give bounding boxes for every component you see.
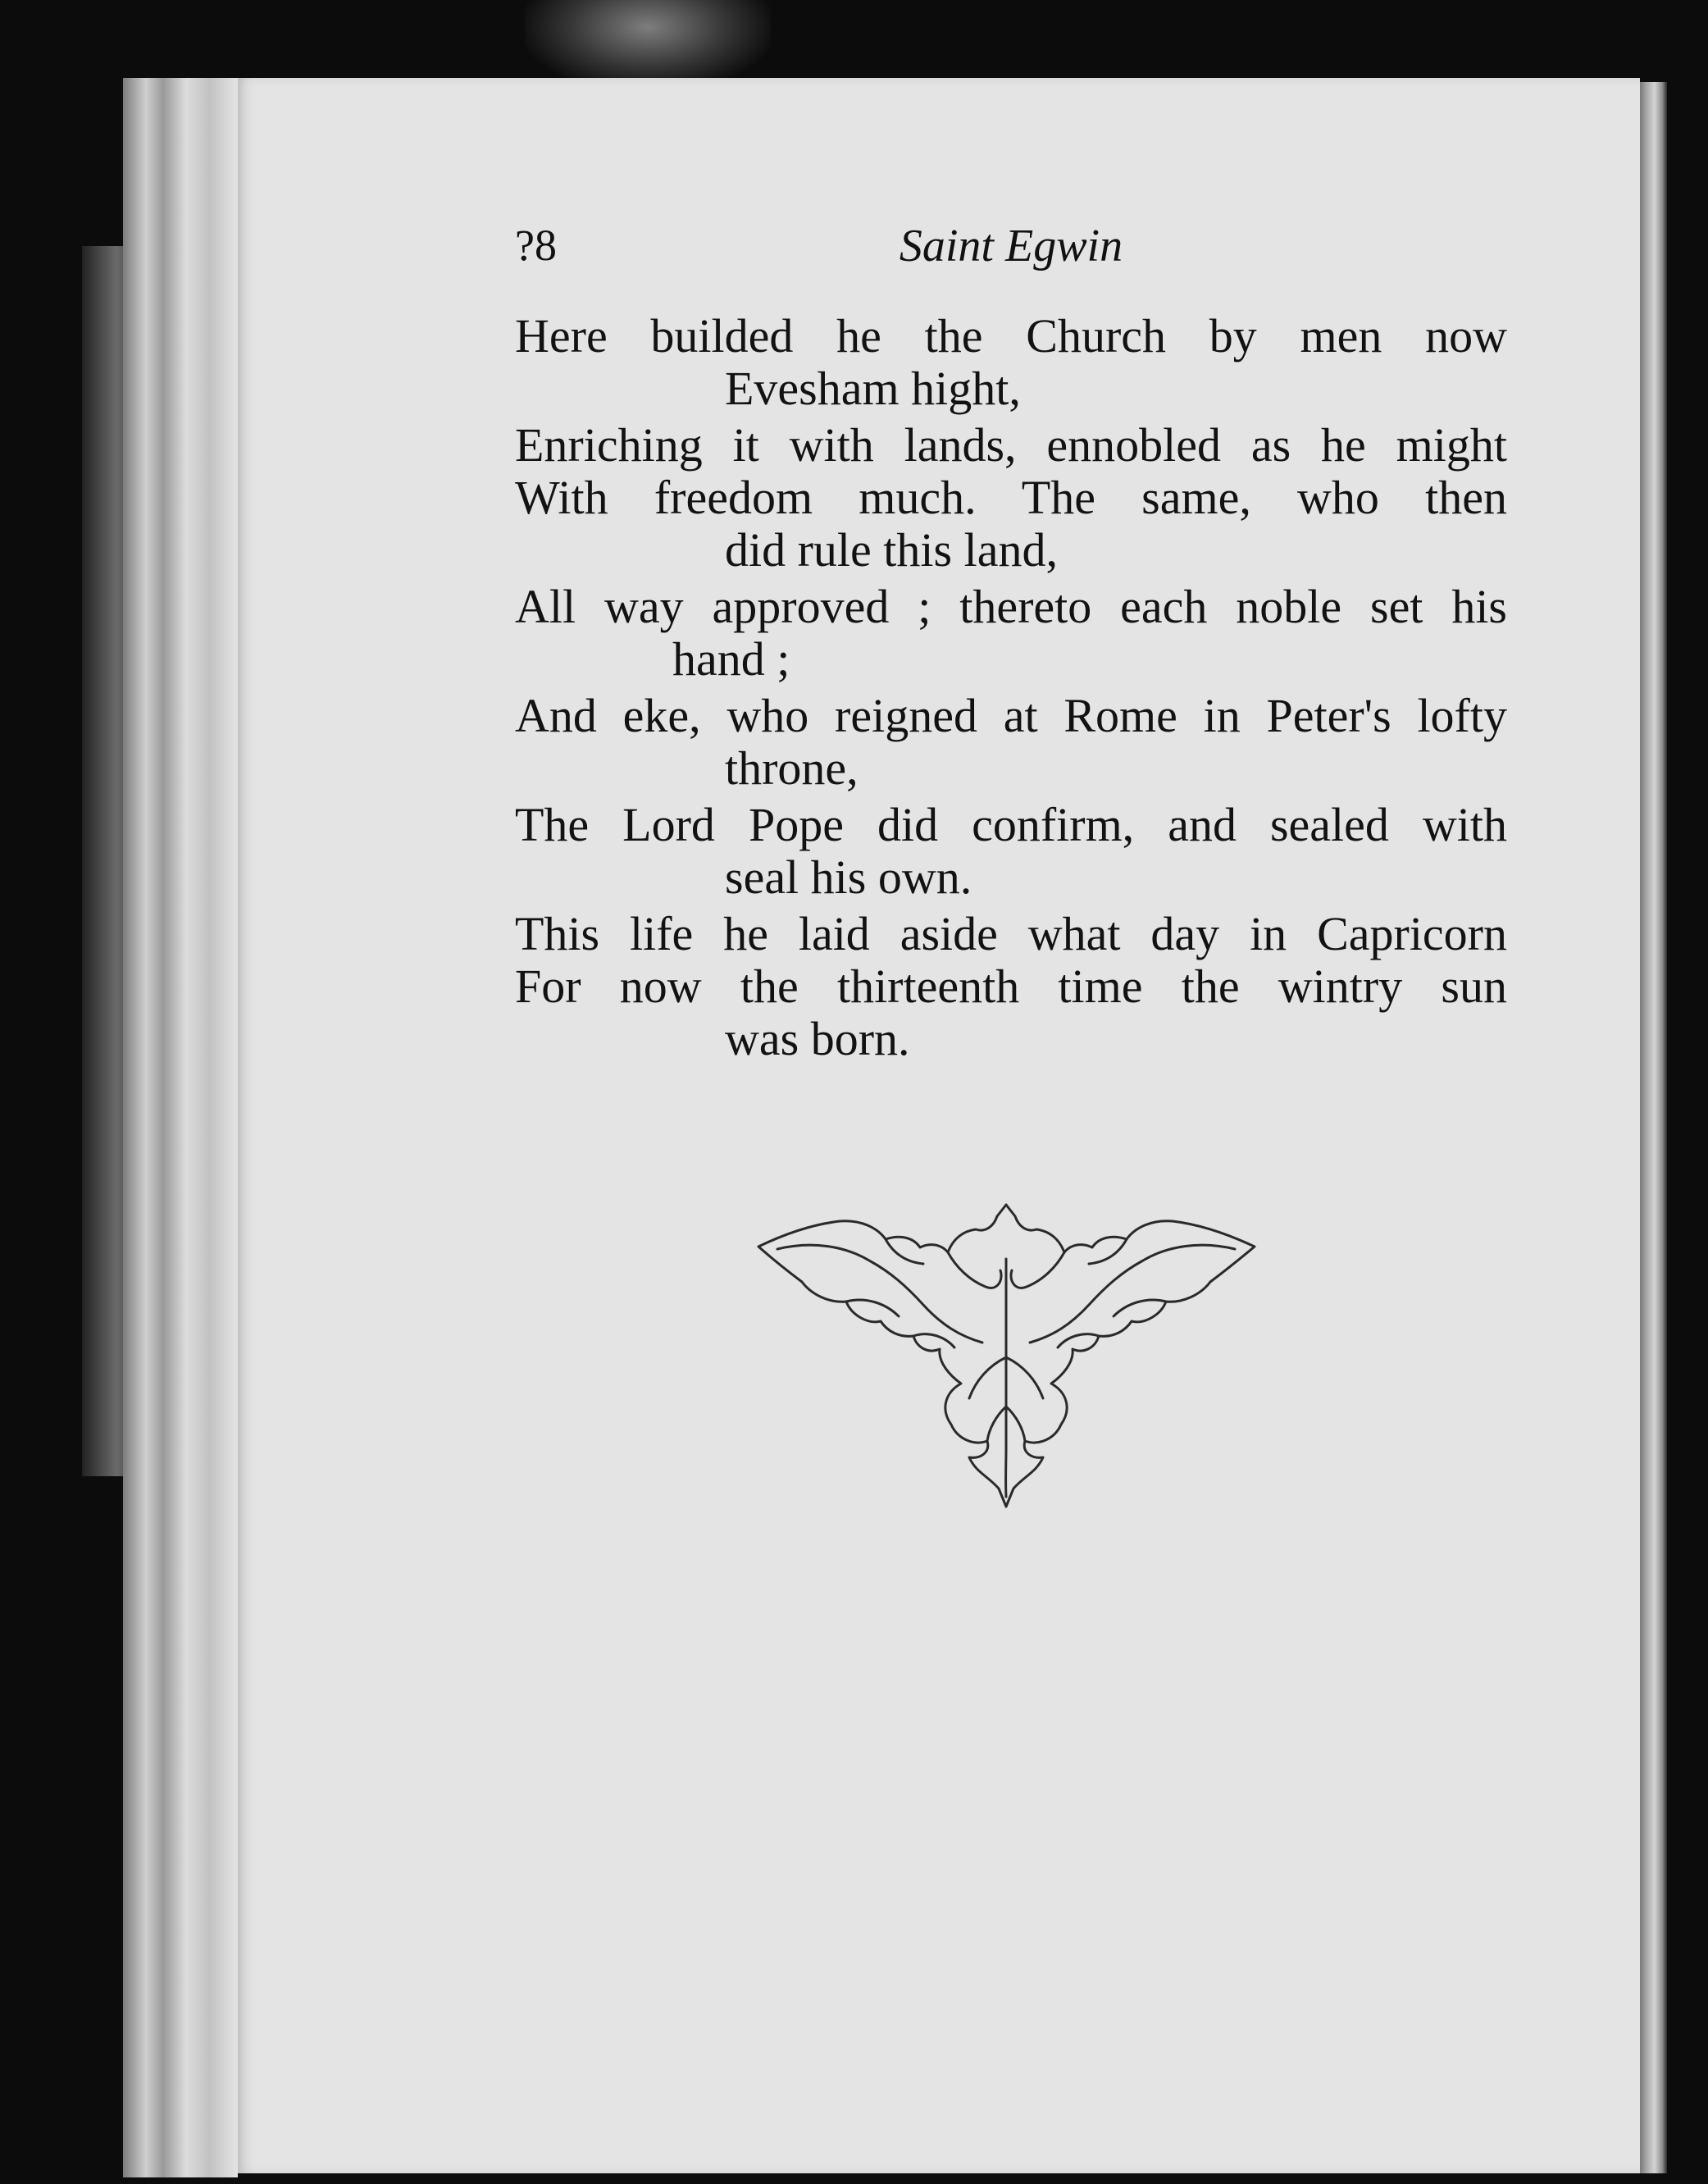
page-stack-left — [123, 78, 238, 2177]
poem-line: With freedom much. The same, who then — [515, 471, 1507, 524]
poem-line: Here builded he the Church by men now — [515, 309, 1507, 362]
scan-shadow — [525, 0, 771, 90]
poem-line: Enriching it with lands, ennobled as he might — [515, 418, 1507, 472]
poem-line-turnover: throne, — [725, 741, 859, 795]
poem-line: For now the thirteenth time the wintry sun — [515, 960, 1507, 1013]
poem-text — [515, 310, 1507, 1065]
poem-line-turnover: Evesham hight, — [725, 362, 1021, 415]
poem-line-turnover: hand ; — [672, 632, 790, 686]
leaf-ornament-icon — [754, 1201, 1259, 1513]
poem-line-turnover: did rule this land, — [725, 523, 1058, 577]
running-title: Saint Egwin — [899, 221, 1123, 271]
poem-line: This life he laid aside what day in Capricorn — [515, 907, 1507, 960]
page-number: ?8 — [515, 221, 557, 270]
poem-line: And eke, who reigned at Rome in Peter's lofty — [515, 689, 1507, 742]
poem-line-turnover: was born. — [725, 1012, 910, 1065]
page-stack-right — [1636, 82, 1667, 2173]
running-head — [515, 220, 1507, 277]
poem-line: All way approved ; thereto each noble set his — [515, 580, 1507, 633]
poem-line: The Lord Pope did confirm, and sealed with — [515, 798, 1507, 851]
poem-line-turnover: seal his own. — [725, 850, 972, 904]
